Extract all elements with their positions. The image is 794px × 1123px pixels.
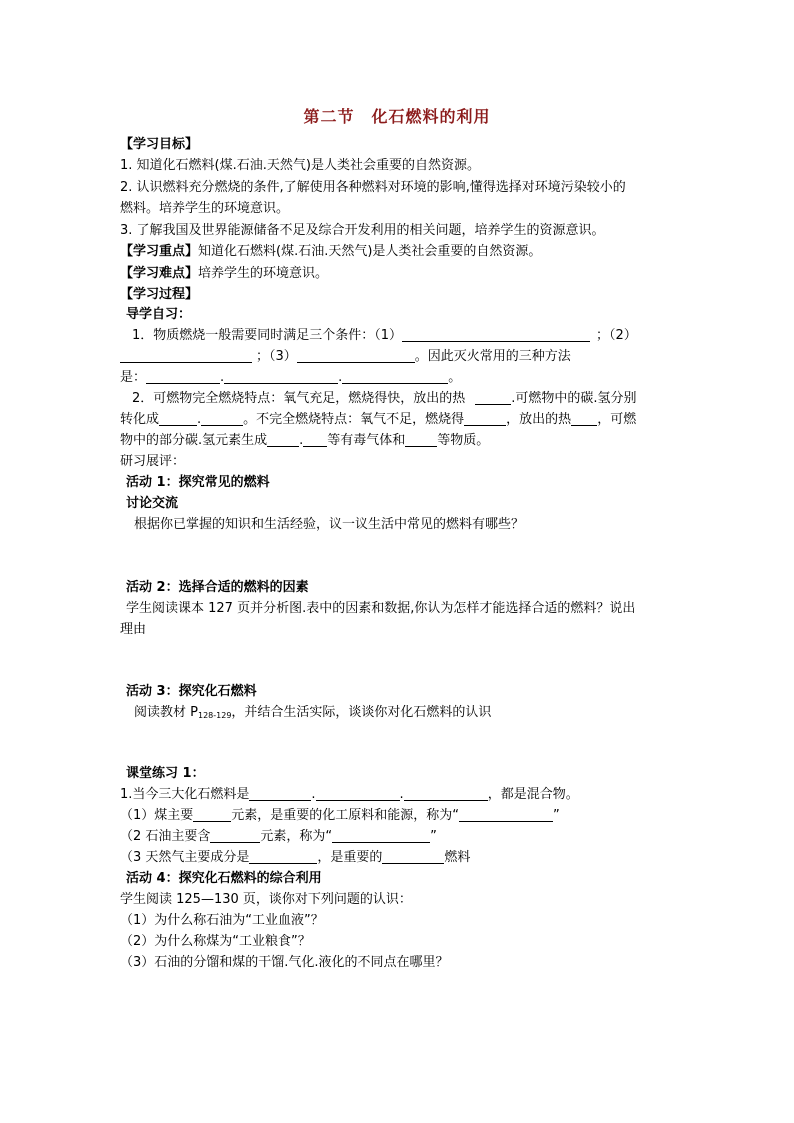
q1-text-d: 。因此灭火常用的三种方法 (414, 349, 571, 364)
practice-oil-text-a: （2 石油主要含 (120, 829, 211, 844)
q1-dot-2: . (338, 370, 343, 385)
practice-q1 (120, 785, 579, 805)
activity-4-question-3: （3）石油的分馏和煤的干馏.气化.液化的不同点在哪里？ (120, 955, 449, 970)
practice-coal-text-c: ” (553, 808, 560, 823)
question-1-line-2 (120, 347, 571, 367)
q1-dot-1: . (220, 370, 225, 385)
goal-line-2: 2. 认识燃料充分燃烧的条件,了解使用各种燃料对环境的影响,懂得选择对环境污染较小的 (120, 180, 626, 195)
activity-2-text-1: 学生阅读课本 127 页并分析图.表中的因素和数据,你认为怎样才能选择合适的燃料？说出 (126, 601, 636, 616)
goals-heading: 【学习目标】 (120, 137, 199, 152)
fossil-fuel-blank-3[interactable] (404, 786, 488, 801)
activity-4-title: 活动 4：探究化石燃料的综合利用 (126, 871, 322, 886)
practice-coal-text-a: （1）煤主要 (120, 808, 194, 823)
q2-text-a: 2．可燃物完全燃烧特点：氧气充足，燃烧得快，放出的热 (132, 391, 466, 406)
question-2-line-3 (120, 431, 489, 451)
practice-q1-dot-1: . (311, 787, 316, 802)
practice-gas-text-b: ，是重要的 (317, 850, 383, 865)
q2-blank-speed[interactable] (464, 411, 506, 426)
practice-gas (120, 848, 470, 868)
practice-coal (120, 806, 560, 826)
q1-blank-2[interactable] (120, 348, 252, 363)
practice-oil-text-c: ” (430, 829, 437, 844)
activity-3-page-range: 128-129 (197, 711, 232, 720)
q1-end: 。 (448, 370, 462, 385)
question-1-line-1 (132, 326, 637, 346)
coal-title-blank[interactable] (459, 807, 553, 822)
practice-oil-text-b: 元素，称为“ (260, 829, 333, 844)
q1-method-blank-1[interactable] (146, 369, 220, 384)
activity-1-discuss: 讨论交流 (126, 496, 179, 511)
activity-3-title: 活动 3：探究化石燃料 (126, 684, 257, 699)
activity-2-text-2: 理由 (120, 622, 147, 637)
q1-text-c: ；（3） (256, 349, 297, 364)
q2-text-e: 。不完全燃烧特点：氧气不足，燃烧得 (243, 412, 465, 427)
activity-4-intro: 学生阅读 125—130 页，谈你对下列问题的认识： (120, 892, 412, 907)
q2-blank-gas-2[interactable] (303, 432, 327, 447)
q1-blank-1[interactable] (402, 327, 590, 342)
difficult-point-label: 【学习难点】 (120, 266, 199, 281)
show-heading: 研习展评： (120, 454, 186, 469)
activity-3-text-b: ，并结合生活实际，谈谈你对化石燃料的认识 (231, 705, 492, 720)
goal-line-3: 燃料。培养学生的环境意识。 (120, 201, 290, 216)
q2-text-h: 物中的部分碳.氢元素生成 (120, 433, 268, 448)
q2-text-b: .可燃物中的碳.氢分别 (511, 391, 637, 406)
activity-3-text-a: 阅读教材 P (134, 705, 198, 720)
q2-blank-heat-2[interactable] (571, 411, 597, 426)
practice-gas-text-a: （3 天然气主要成分是 (120, 850, 250, 865)
q1-text-b: ；（2） (596, 328, 637, 343)
process-heading: 【学习过程】 (120, 287, 199, 302)
q2-blank-substance[interactable] (405, 432, 437, 447)
q1-text-e: 是： (120, 370, 147, 385)
practice-oil (120, 827, 437, 847)
q2-blank-product-2[interactable] (201, 411, 243, 426)
activity-3-text (134, 703, 491, 723)
key-point-text: 知道化石燃料(煤.石油.天然气)是人类社会重要的自然资源。 (198, 244, 542, 259)
activity-4-question-2: （2）为什么称煤为“工业粮食”？ (120, 934, 311, 949)
question-2-line-2 (120, 410, 636, 430)
practice-q1-text-a: 1.当今三大化石燃料是 (120, 787, 250, 802)
page-title: 第二节 化石燃料的利用 (303, 107, 491, 126)
activity-4-question-1: （1）为什么称石油为“工业血液”？ (120, 913, 324, 928)
coal-element-blank[interactable] (193, 807, 231, 822)
q2-text-f: ，放出的热 (506, 412, 572, 427)
goal-line-1: 1. 知道化石燃料(煤.石油.天然气)是人类社会重要的自然资源。 (120, 158, 480, 173)
practice-q1-dot-2: . (399, 787, 404, 802)
activity-2-title: 活动 2：选择合适的燃料的因素 (126, 580, 309, 595)
q2-text-j: 等有毒气体和 (327, 433, 406, 448)
activity-1-text: 根据你已掌握的知识和生活经验，议一议生活中常见的燃料有哪些？ (134, 517, 525, 532)
q1-blank-3[interactable] (297, 348, 415, 363)
self-study-heading: 导学自习： (126, 307, 192, 322)
difficult-point-text: 培养学生的环境意识。 (198, 266, 329, 281)
activity-1-title: 活动 1：探究常见的燃料 (126, 475, 270, 490)
practice-title: 课堂练习 1： (126, 766, 205, 781)
question-1-line-3 (120, 368, 461, 388)
q1-method-blank-3[interactable] (342, 369, 448, 384)
gas-fuel-blank[interactable] (382, 849, 444, 864)
q2-text-k: 等物质。 (437, 433, 490, 448)
q1-method-blank-2[interactable] (224, 369, 338, 384)
oil-title-blank[interactable] (332, 828, 430, 843)
key-point-label: 【学习重点】 (120, 244, 199, 259)
key-point (120, 242, 541, 262)
fossil-fuel-blank-2[interactable] (316, 786, 400, 801)
fossil-fuel-blank-1[interactable] (249, 786, 311, 801)
q2-blank-heat[interactable] (475, 390, 511, 405)
q2-text-d: . (197, 412, 202, 427)
q2-text-c: 转化成 (120, 412, 160, 427)
practice-coal-text-b: 元素，是重要的化工原料和能源，称为“ (231, 808, 460, 823)
question-2-line-1 (132, 389, 637, 409)
q1-text-a: 1．物质燃烧一般需要同时满足三个条件：（1） (132, 328, 403, 343)
practice-gas-text-c: 燃料 (444, 850, 471, 865)
oil-element-blank[interactable] (210, 828, 260, 843)
q2-blank-gas-1[interactable] (267, 432, 299, 447)
q2-text-i: . (299, 433, 304, 448)
difficult-point (120, 264, 328, 284)
practice-q1-text-b: ，都是混合物。 (487, 787, 579, 802)
q2-text-g: ，可燃 (597, 412, 637, 427)
gas-component-blank[interactable] (249, 849, 317, 864)
goal-line-4: 3. 了解我国及世界能源储备不足及综合开发利用的相关问题，培养学生的资源意识。 (120, 223, 605, 238)
q2-blank-product-1[interactable] (159, 411, 197, 426)
